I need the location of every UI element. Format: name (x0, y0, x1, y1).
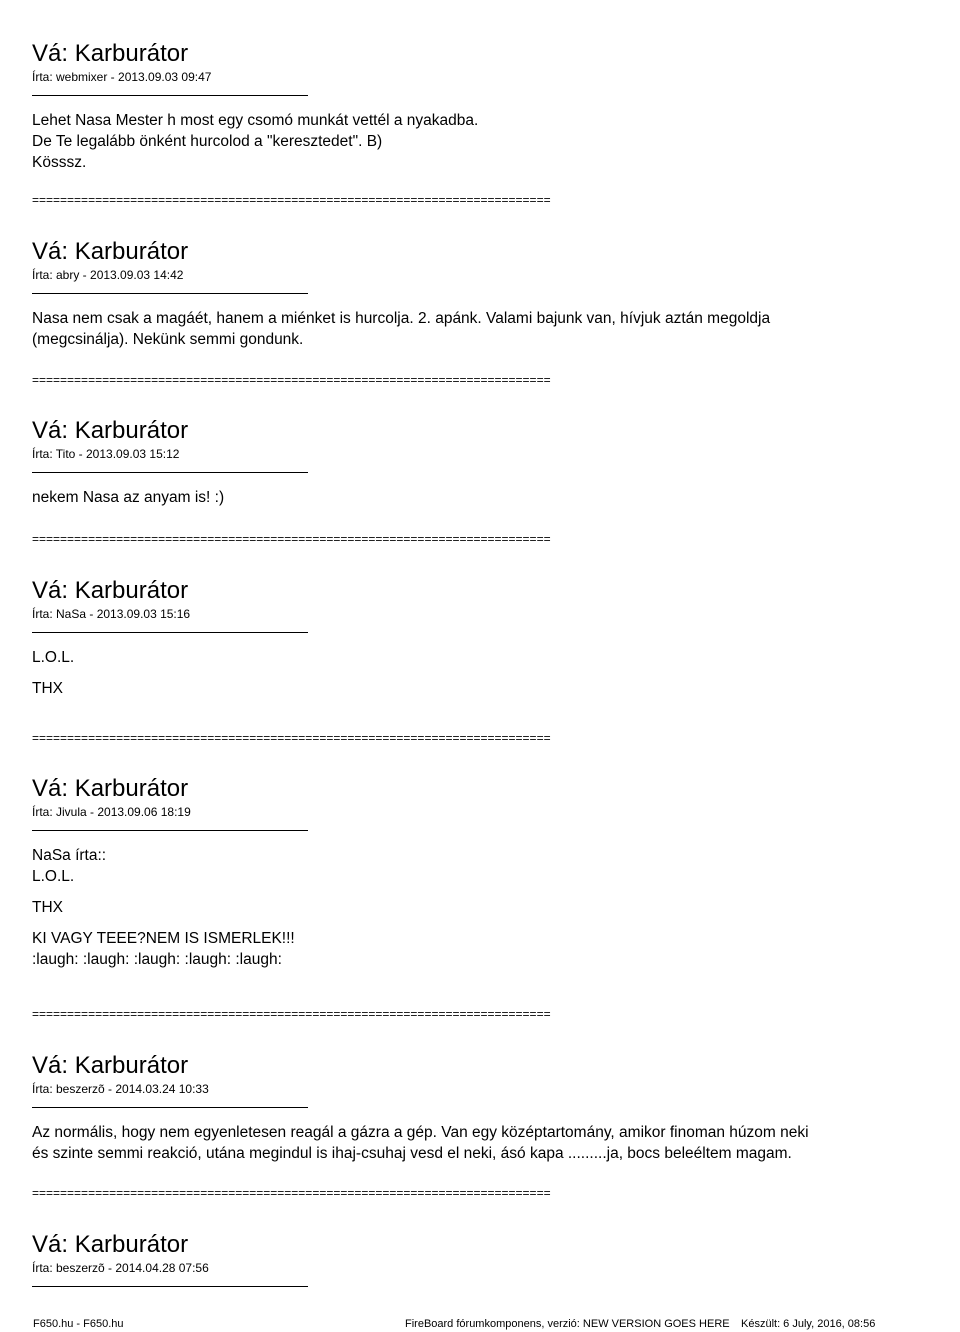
post-body (32, 647, 932, 699)
post-title: Vá: Karburátor (32, 238, 189, 265)
post-2 (32, 238, 932, 350)
post-line: Lehet Nasa Mester h most egy csomó munkát vettél a nyakadba. (32, 112, 479, 129)
post-line: :laugh: :laugh: :laugh: :laugh: :laugh: (32, 951, 282, 968)
post-meta: Írta: NaSa - 2013.09.03 15:16 (32, 607, 191, 621)
post-1 (32, 40, 932, 173)
post-line: NaSa írta:: (32, 847, 107, 864)
post-title: Vá: Karburátor (32, 775, 189, 802)
post-separator: ========================================================================== (32, 373, 551, 387)
post-meta: Írta: Tito - 2013.09.03 15:12 (32, 447, 180, 461)
post-line: Kösssz. (32, 154, 87, 171)
meta-divider (32, 830, 308, 831)
post-line: De Te legalább önként hurcolod a "keresztedet". B) (32, 133, 383, 150)
post-separator: ========================================================================== (32, 193, 551, 207)
post-4 (32, 577, 932, 699)
post-line: (megcsinálja). Nekünk semmi gondunk. (32, 331, 304, 348)
post-meta: Írta: webmixer - 2013.09.03 09:47 (32, 70, 212, 84)
post-meta: Írta: abry - 2013.09.03 14:42 (32, 268, 184, 282)
post-separator: ========================================================================== (32, 1186, 551, 1200)
post-line: Az normális, hogy nem egyenletesen reagál a gázra a gép. Van egy középtartomány, amikor finoman húzom neki (32, 1124, 809, 1141)
post-6 (32, 1052, 932, 1164)
post-title: Vá: Karburátor (32, 40, 189, 67)
footer-site: F650.hu - F650.hu (33, 1318, 124, 1330)
post-3 (32, 417, 932, 508)
meta-divider (32, 632, 308, 633)
post-separator: ========================================================================== (32, 1007, 551, 1021)
post-line: Nasa nem csak a magáét, hanem a miénket is hurcolja. 2. apánk. Valami bajunk van, hívjuk aztán megoldja (32, 310, 771, 327)
post-line: és szinte semmi reakció, utána megindul is ihaj-csuhaj vesd el neki, ásó kapa .........ja, bocs beleéltem magam. (32, 1145, 792, 1162)
post-title: Vá: Karburátor (32, 1231, 189, 1258)
meta-divider (32, 293, 308, 294)
meta-divider (32, 1107, 308, 1108)
post-title: Vá: Karburátor (32, 577, 189, 604)
footer-created: Készült: 6 July, 2016, 08:56 (741, 1318, 876, 1330)
post-line: L.O.L. (32, 649, 75, 666)
post-5 (32, 775, 932, 970)
post-title: Vá: Karburátor (32, 417, 189, 444)
meta-divider (32, 95, 308, 96)
footer-component: FireBoard fórumkomponens, verzió: NEW VERSION GOES HERE (405, 1318, 730, 1330)
post-body (32, 110, 932, 173)
post-body (32, 308, 932, 350)
post-line: L.O.L. (32, 868, 75, 885)
meta-divider (32, 472, 308, 473)
post-meta: Írta: beszerzõ - 2014.03.24 10:33 (32, 1082, 209, 1096)
post-meta: Írta: Jivula - 2013.09.06 18:19 (32, 805, 191, 819)
post-7 (32, 1231, 932, 1287)
post-line: THX (32, 899, 63, 916)
post-body (32, 845, 932, 970)
post-body (32, 487, 932, 508)
post-line: THX (32, 680, 63, 697)
post-meta: Írta: beszerzõ - 2014.04.28 07:56 (32, 1261, 209, 1275)
post-separator: ========================================================================== (32, 532, 551, 546)
post-separator: ========================================================================== (32, 731, 551, 745)
post-line: KI VAGY TEEE?NEM IS ISMERLEK!!! (32, 930, 295, 947)
post-title: Vá: Karburátor (32, 1052, 189, 1079)
post-line: nekem Nasa az anyam is! :) (32, 489, 225, 506)
meta-divider (32, 1286, 308, 1287)
post-body (32, 1122, 932, 1164)
